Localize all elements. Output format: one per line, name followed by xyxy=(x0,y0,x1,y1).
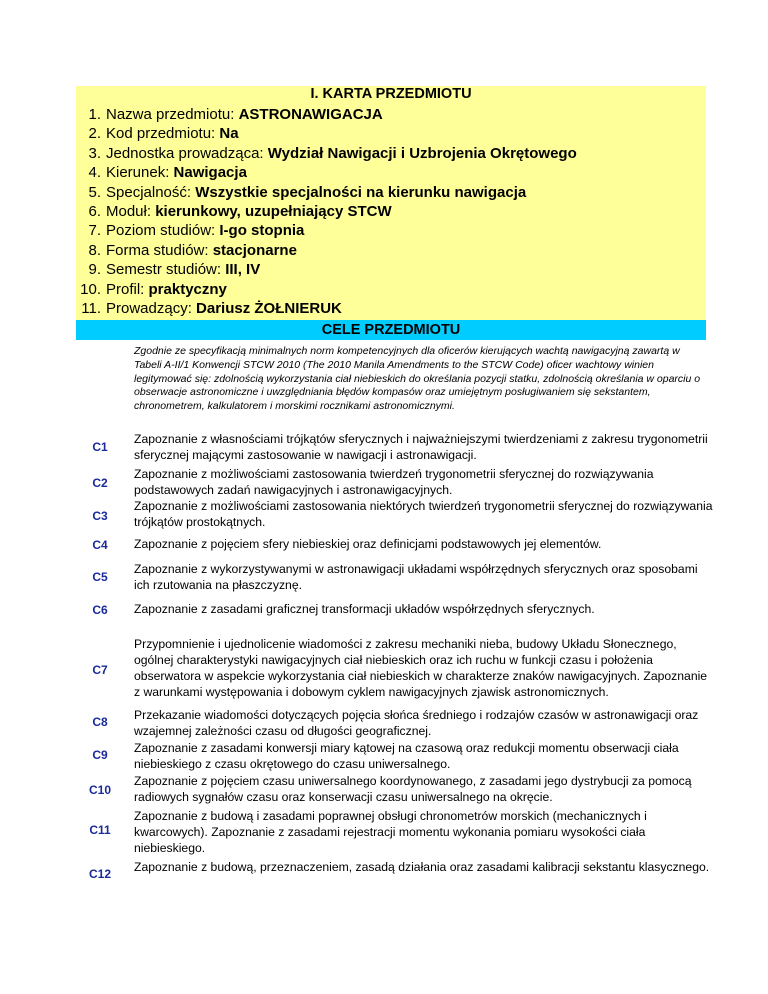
item-number: 1. xyxy=(88,106,101,123)
item-value: Na xyxy=(219,125,239,143)
item-number: 3. xyxy=(88,144,101,162)
objectives-heading: CELE PRZEDMIOTU xyxy=(76,320,706,340)
item-label: Semestr studiów: xyxy=(106,261,222,279)
item-number: 5. xyxy=(88,183,101,201)
item-label: Profil: xyxy=(106,280,145,298)
item-value: Dariusz ŻOŁNIERUK xyxy=(196,299,342,317)
item-value: I-go stopnia xyxy=(219,222,305,240)
card-items-list xyxy=(76,105,577,338)
item-value: Nawigacja xyxy=(173,164,247,182)
objective-text: Zapoznanie z możliwościami zastosowania niektórych twierdzeń trygonometrii sferycznej do rozwiązywania trójkątów prostokątnych. xyxy=(134,499,713,529)
card-item xyxy=(76,124,577,143)
card-item xyxy=(76,144,577,163)
card-item xyxy=(76,221,577,240)
card-item xyxy=(76,280,577,299)
objective-text: Zapoznanie z zasadami graficznej transformacji układów współrzędnych sferycznych. xyxy=(134,602,595,616)
objective-text: Zapoznanie z budową, przeznaczeniem, zasadą działania oraz zasadami kalibracji sekstantu klasycznego. xyxy=(134,860,710,874)
objective-code: C12 xyxy=(88,867,111,881)
card-item xyxy=(76,260,577,279)
objective-text: Przypomnienie i ujednolicenie wiadomości z zakresu mechaniki nieba, budowy Układu Słonecznego, ogólnej charakterystyki nawigacyjnych ciał niebieskich oraz ich ruchu w funkcji czasu i położenia obserwatora w aspekcie wykorzystania ciał niebieskich w charakterze znaków nawigacyjnych. Zapoznanie z warunkami występowania i dobowym cyklem nawigacyjnych zjawisk astronomicznych. xyxy=(134,637,708,699)
item-label: Moduł: xyxy=(106,202,152,220)
item-number: 4. xyxy=(88,164,101,182)
item-value: ASTRONAWIGACJA xyxy=(238,106,383,123)
objective-text: Zapoznanie z pojęciem sfery niebieskiej oraz definicjami podstawowych jej elementów. xyxy=(134,537,602,551)
item-label: Forma studiów: xyxy=(106,241,209,259)
item-value: Wszystkie specjalności na kierunku nawigacja xyxy=(195,183,527,201)
item-label: Prowadzący: xyxy=(106,299,192,317)
item-value: III, IV xyxy=(225,261,261,279)
item-label: Kierunek: xyxy=(106,164,170,182)
item-label: Poziom studiów: xyxy=(106,222,216,240)
objective-code: C11 xyxy=(89,823,111,837)
objective-code: C10 xyxy=(88,783,111,797)
item-label: Nazwa przedmiotu: xyxy=(106,106,235,123)
card-item xyxy=(76,241,577,260)
item-number: 9. xyxy=(88,261,101,279)
item-label: Jednostka prowadząca: xyxy=(106,144,264,162)
objective-code: C7 xyxy=(92,663,108,677)
objective-code: C8 xyxy=(92,715,108,729)
item-label: Specjalność: xyxy=(106,183,192,201)
objective-code: C2 xyxy=(92,476,108,490)
item-label: Kod przedmiotu: xyxy=(106,125,216,143)
objective-code: C9 xyxy=(92,748,108,762)
objective-text: Zapoznanie z pojęciem czasu uniwersalnego koordynowanego, z zasadami jego dystrybucji za pomocą radiowych sygnałów czasu oraz konserwacji czasu uniwersalnego na okręcie. xyxy=(134,774,692,804)
item-number: 10. xyxy=(80,280,101,298)
item-number: 6. xyxy=(88,202,101,220)
card-item xyxy=(76,105,577,124)
card-item xyxy=(76,202,577,221)
objective-text: Zapoznanie z wykorzystywanymi w astronawigacji układami współrzędnych sferycznych oraz sposobami ich rzutowania na płaszczyznę. xyxy=(134,562,698,592)
item-value: Wydział Nawigacji i Uzbrojenia Okrętowego xyxy=(267,144,577,162)
item-value: stacjonarne xyxy=(212,241,297,259)
objective-code: C1 xyxy=(92,440,108,454)
objective-code: C4 xyxy=(92,538,108,552)
objective-code: C5 xyxy=(92,570,108,584)
card-title: I. KARTA PRZEDMIOTU xyxy=(310,86,472,102)
objective-text: Przekazanie wiadomości dotyczących pojęcia słońca średniego i rodzajów czasów w astronawigacji oraz wzajemnej zależności czasu od długości geograficznej. xyxy=(134,708,699,738)
objective-text: Zapoznanie z zasadami konwersji miary kątowej na czasową oraz redukcji momentu obserwacji ciała niebieskiego z czasu okrętowego do czasu uniwersalnego. xyxy=(134,741,679,771)
card-item xyxy=(76,163,577,182)
objective-code: C3 xyxy=(92,509,108,523)
item-number: 7. xyxy=(88,222,101,240)
card-item xyxy=(76,299,577,318)
item-value: praktyczny xyxy=(148,280,227,298)
objectives-intro: Zgodnie ze specyfikacją minimalnych norm kompetencyjnych dla oficerów kierujących wachtą nawigacyjną zawartą w Tabeli A-II/1 Konwencji STCW 2010 (The 2010 Manila Amendments to the STCW Code) oficer wachtowy winien legitymować się: zdolnością wykorzystania ciał niebieskich do określania pozycji statku, zdolnością określania w oparciu o obserwacje astronomiczne i uwzględniania błędów kompasów oraz umiejętnym posługiwaniem się sekstantem, chronometrem, kalkulatorem i morskimi rocznikami astronomicznymi. xyxy=(134,345,701,413)
item-number: 8. xyxy=(88,241,101,259)
card-item xyxy=(76,183,577,202)
objective-text: Zapoznanie z budową i zasadami poprawnej obsługi chronometrów morskich (mechanicznych i kwarcowych). Zapoznanie z zasadami rejestracji momentu wykonania pomiaru wysokości ciała niebieskiego. xyxy=(134,809,647,855)
course-card xyxy=(76,86,706,320)
item-number: 11. xyxy=(81,299,101,317)
objective-text: Zapoznanie z własnościami trójkątów sferycznych i najważniejszymi twierdzeniami z zakresu trygonometrii sferycznej mającymi zastosowanie w nawigacji i astronawigacji. xyxy=(134,432,708,462)
objective-text: Zapoznanie z możliwościami zastosowania twierdzeń trygonometrii sferycznej do rozwiązywania podstawowych zadań nawigacyjnych i astronawigacyjnych. xyxy=(134,467,654,497)
objective-code: C6 xyxy=(92,603,108,617)
item-value: kierunkowy, uzupełniający STCW xyxy=(155,202,392,220)
item-number: 2. xyxy=(88,125,101,143)
